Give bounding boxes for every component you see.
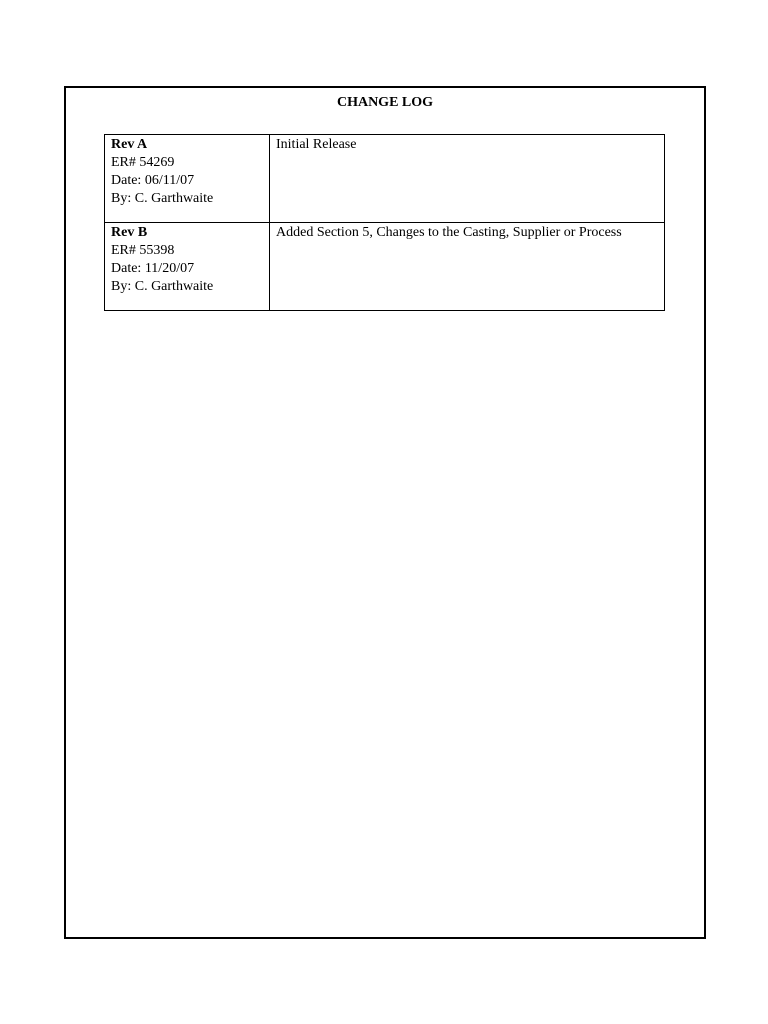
- change-log-table: [104, 134, 665, 311]
- er-number: ER# 55398: [111, 243, 175, 258]
- revision-info-cell: [105, 135, 270, 223]
- revision-description: Added Section 5, Changes to the Casting, Supplier or Process: [270, 223, 665, 311]
- revision-date: Date: 06/11/07: [111, 173, 195, 188]
- er-number: ER# 54269: [111, 155, 175, 170]
- revision-label: Rev A: [111, 137, 148, 152]
- revision-label: Rev B: [111, 225, 148, 240]
- table-row: [105, 135, 665, 223]
- revision-author: By: C. Garthwaite: [111, 191, 214, 206]
- revision-info-cell: [105, 223, 270, 311]
- table-row: [105, 223, 665, 311]
- revision-date: Date: 11/20/07: [111, 261, 195, 276]
- revision-author: By: C. Garthwaite: [111, 279, 214, 294]
- page-frame: [64, 86, 706, 939]
- page-title: CHANGE LOG: [336, 95, 434, 110]
- revision-description: Initial Release: [270, 135, 665, 223]
